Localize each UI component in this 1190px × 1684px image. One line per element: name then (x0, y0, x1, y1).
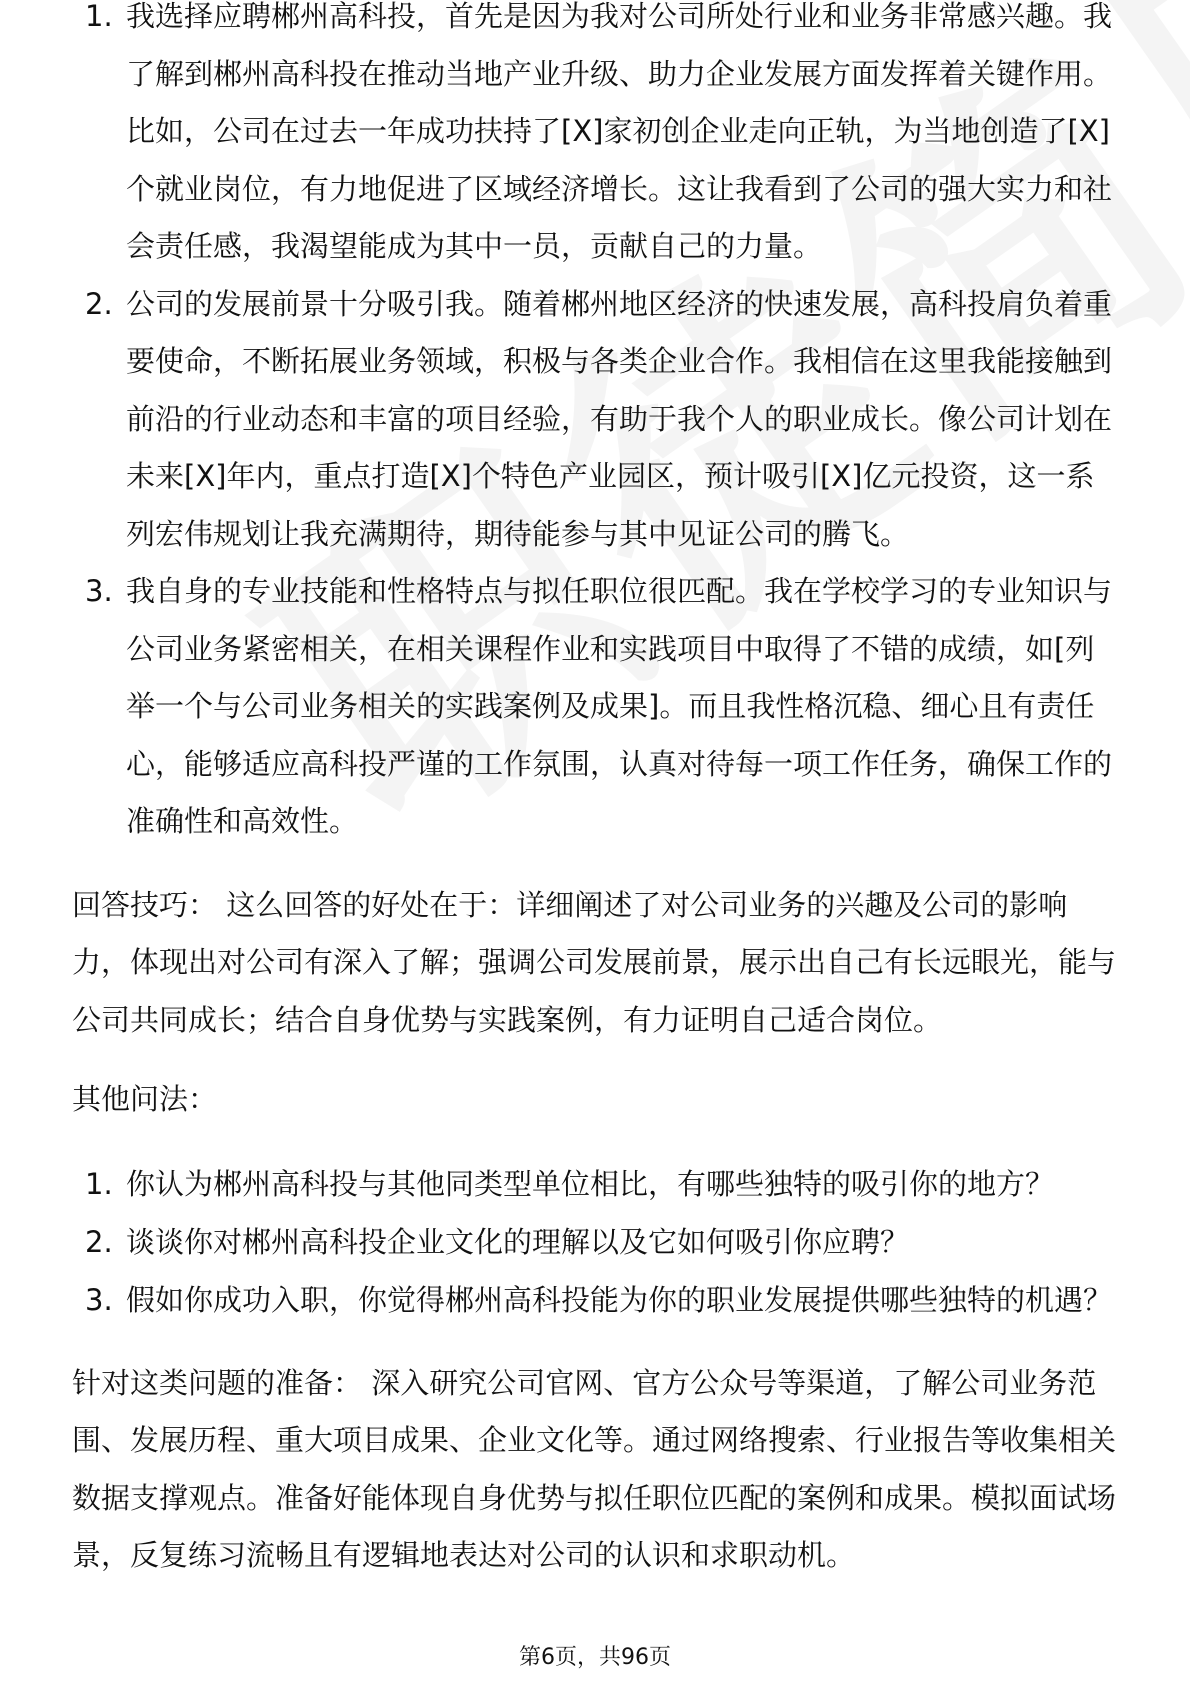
answer-list (72, 0, 1122, 851)
page-footer: 第6页，共96页 (519, 1645, 671, 1670)
list-item (72, 563, 1122, 851)
list-item (72, 276, 1122, 564)
list-number: 2. (85, 286, 113, 321)
list-item (72, 1213, 1122, 1271)
list-text: 假如你成功入职，你觉得郴州高科投能为你的职业发展提供哪些独特的机遇？ (126, 1282, 1113, 1317)
answer-tips: 回答技巧： 这么回答的好处在于：详细阐述了对公司业务的兴趣及公司的影响力，体现出对公司有深入了解；强调公司发展前景，展示出自己有长远眼光，能与公司共同成长；结合自身优势与实践案例，有力证明自己适合岗位。 (72, 887, 1117, 1037)
list-number: 2. (85, 1224, 113, 1259)
list-number: 1. (85, 0, 113, 33)
list-item (72, 1271, 1122, 1329)
list-text: 我自身的专业技能和性格特点与拟任职位很匹配。我在学校学习的专业知识与公司业务紧密相关，在相关课程作业和实践项目中取得了不错的成绩，如[列举一个与公司业务相关的实践案例及成果]。而且我性格沉稳、细心且有责任心，能够适应高科投严谨的工作氛围，认真对待每一项工作任务，确保工作的准确性和高效性。 (126, 574, 1113, 838)
preparation-advice: 针对这类问题的准备： 深入研究公司官网、官方公众号等渠道，了解公司业务范围、发展历程、重大项目成果、企业文化等。通过网络搜索、行业报告等收集相关数据支撑观点。准备好能体现自身优势与拟任职位匹配的案例和成果。模拟面试场景，反复练习流畅且有逻辑地表达对公司的认识和求职动机。 (72, 1365, 1117, 1572)
list-text: 谈谈你对郴州高科投企业文化的理解以及它如何吸引你应聘？ (126, 1224, 910, 1259)
page-content (72, 0, 1122, 1585)
list-item (72, 1155, 1122, 1213)
list-text: 我选择应聘郴州高科投，首先是因为我对公司所处行业和业务非常感兴趣。我了解到郴州高科投在推动当地产业升级、助力企业发展方面发挥着关键作用。比如，公司在过去一年成功扶持了[X]家初创企业走向正轨，为当地创造了[X]个就业岗位，有力地促进了区域经济增长。这让我看到了公司的强大实力和社会责任感，我渴望能成为其中一员，贡献自己的力量。 (126, 0, 1113, 263)
list-number: 3. (85, 1282, 113, 1317)
list-number: 3. (85, 574, 113, 608)
other-questions-heading: 其他问法： (72, 1082, 218, 1116)
list-number: 1. (85, 1166, 113, 1201)
list-text: 公司的发展前景十分吸引我。随着郴州地区经济的快速发展，高科投肩负着重要使命，不断拓展业务领域，积极与各类企业合作。我相信在这里我能接触到前沿的行业动态和丰富的项目经验，有助于我个人的职业成长。像公司计划在未来[X]年内，重点打造[X]个特色产业园区，预计吸引[X]亿元投资，这一系列宏伟规划让我充满期待，期待能参与其中见证公司的腾飞。 (126, 286, 1113, 551)
list-text: 你认为郴州高科投与其他同类型单位相比，有哪些独特的吸引你的地方？ (126, 1166, 1055, 1201)
list-item (72, 0, 1122, 276)
other-questions-list (72, 1155, 1122, 1329)
